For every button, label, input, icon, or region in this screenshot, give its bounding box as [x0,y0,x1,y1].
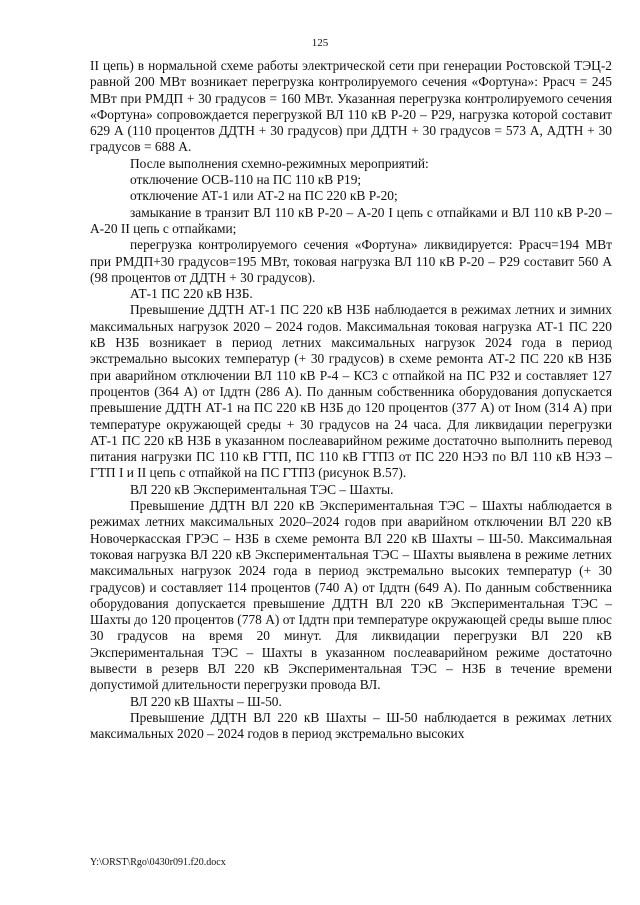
body-paragraph: II цепь) в нормальной схеме работы электрической сети при генерации Ростовской ТЭЦ-2 равной 200 МВт возникает перегрузка контролируемого сечения «Фортуна»: Ррасч = 245 МВт при РМДП + 30 градусов = 160 МВт. Указанная перегрузка контролируемого сечения «Фортуна» сопровождается перегрузкой ВЛ 110 кВ Р-20 – Р29, нагрузка которой составит 629 А (110 процентов ДДТН + 30 градусов) при ДДТН + 30 градусов = 573 А, АДТН + 30 градусов = 688 А. [90,58,612,155]
body-paragraph: Превышение ДДТН ВЛ 220 кВ Экспериментальная ТЭС – Шахты наблюдается в режимах летних максимальных 2020–2024 годов при аварийном отключении ВЛ 220 кВ Новочеркасская ГРЭС – НЗБ в схеме ремонта ВЛ 220 кВ Шахты – Ш-50. Максимальная токовая нагрузка ВЛ 220 кВ Экспериментальная ТЭС – Шахты выявлена в режиме летних максимальных нагрузок 2024 года в период экстремально высоких температур (+ 30 градусов) и составляет 114 процентов (740 А) от Iддтн (649 А). По данным собственника оборудования допускается превышение ДДТН ВЛ 220 кВ Экспериментальная ТЭС – Шахты до 120 процентов (778 А) от Iддтн при температуре окружающей среды выше плюс 30 градусов на время 20 минут. Для ликвидации перегрузки ВЛ 220 кВ Экспериментальная ТЭС – Шахты в указанном послеаварийном режиме достаточно вывести в резерв ВЛ 220 кВ Экспериментальная ТЭС – НЗБ в течение времени допустимой длительности перегрузки провода ВЛ. [90,498,612,693]
document-body [90,58,612,742]
body-paragraph: отключение ОСВ-110 на ПС 110 кВ Р19; [130,172,362,188]
footer-file-path: Y:\ORST\Rgo\0430r091.f20.docx [90,857,226,868]
body-paragraph: Превышение ДДТН АТ-1 ПС 220 кВ НЗБ наблюдается в режимах летних и зимних максимальных нагрузок 2020 – 2024 годов. Максимальная токовая нагрузка АТ-1 ПС 220 кВ НЗБ возникает в период летних максимальных нагрузок 2024 года в период экстремально высоких температур (+ 30 градусов) в схеме ремонта АТ-2 ПС 220 кВ НЗБ при аварийном отключении ВЛ 110 кВ Р-4 – КС3 с отпайкой на ПС Р32 и составляет 127 процентов (364 А) от Iддтн (286 А). По данным собственника оборудования допускается превышение ДДТН АТ-1 на ПС 220 кВ НЗБ до 120 процентов (377 А) от Iном (314 А) при температуре окружающей среды + 30 градусов на 24 часа. Для ликвидации перегрузки АТ-1 ПС 220 кВ НЗБ в указанном послеаварийном режиме достаточно выполнить перевод питания нагрузки ПС 110 кВ ГТП, ПС 110 кВ ГТП3 от ПС 220 НЭЗ по ВЛ 110 кВ НЭЗ – ГТП I и II цепь с отпайкой на ПС ГТП3 (рисунок В.57). [90,302,612,481]
body-paragraph: После выполнения схемно-режимных мероприятий: [130,155,429,171]
page-number: 125 [311,37,329,49]
body-paragraph: ВЛ 220 кВ Шахты – Ш-50. [130,693,282,709]
body-paragraph: Превышение ДДТН ВЛ 220 кВ Шахты – Ш-50 наблюдается в режимах летних максимальных 2020 – 2024 годов в период экстремально высоких [90,709,612,742]
body-paragraph: АТ-1 ПС 220 кВ НЗБ. [130,286,253,302]
body-paragraph: замыкание в транзит ВЛ 110 кВ Р-20 – А-20 I цепь с отпайками и ВЛ 110 кВ Р-20 – А-20 II цепь с отпайками; [90,204,612,236]
body-paragraph: отключение АТ-1 или АТ-2 на ПС 220 кВ Р-20; [130,188,398,204]
body-paragraph: перегрузка контролируемого сечения «Фортуна» ликвидируется: Ррасч=194 МВт при РМДП+30 градусов=195 МВт, токовая нагрузка ВЛ 110 кВ Р-20 – Р29 составит 560 А (98 процентов от ДДТН + 30 градусов). [90,237,612,285]
body-paragraph: ВЛ 220 кВ Экспериментальная ТЭС – Шахты. [130,481,394,497]
